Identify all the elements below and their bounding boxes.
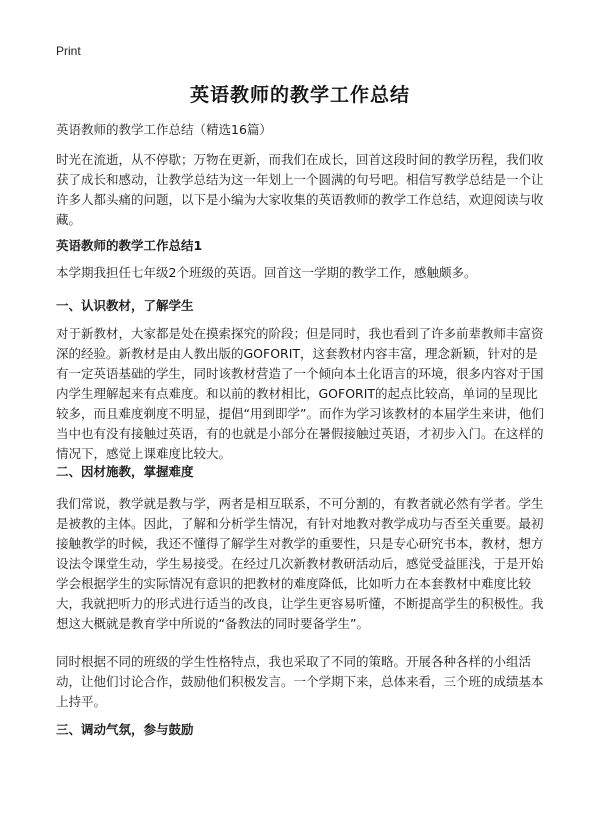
section-2-paragraph-2: 同时根据不同的班级的学生性格特点，我也采取了不同的策略。开展各种各样的小组活动，让他们讨论合作，鼓励他们积极发言。一个学期下来，总体来看，三个班的成绩基本上持平。 [56,654,544,709]
section-2-paragraph-1: 我们常说，教学就是教与学，两者是相互联系，不可分割的，有教者就必然有学者。学生是被教的主体。因此，了解和分析学生情况，有针对地教对教学成功与否至关重要。最初接触教学的时候，我还不懂得了解学生对教学的重要性，只是专心研究书本，教材，想方设法令课堂生动，学生易接受。在经过几次新教材教研活动后，感觉受益匪浅，于是开始学会根据学生的实际情况有意识的把教材的难度降低，比如听力在本套教材中难度比较大，我就把听力的形式进行适当的改良，让学生更容易听懂，不断提高学生的积极性。我想这大概就是教育学中所说的“备教法的同时要备学生”。 [56,496,544,631]
article-heading: 英语教师的教学工作总结1 [56,238,203,253]
intro-paragraph: 时光在流逝，从不停歇；万物在更新，而我们在成长，回首这段时间的教学历程，我们收获了成长和感动，让教学总结为这一年划上一个圆满的句号吧。相信写教学总结是一个让许多人都头痛的问题，以下是小编为大家收集的英语教师的教学工作总结，欢迎阅读与收藏。 [56,152,544,227]
section-heading-2: 二、因材施教，掌握难度 [56,464,194,479]
section-heading-3: 三、调动气氛，参与鼓励 [56,722,194,737]
document-subtitle: 英语教师的教学工作总结（精选16篇） [56,122,272,137]
article-intro-paragraph: 本学期我担任七年级2个班级的英语。回首这一学期的教学工作，感触颇多。 [56,265,477,280]
document-title: 英语教师的教学工作总结 [189,84,410,106]
print-link[interactable]: Print [56,44,81,58]
section-1-paragraph-1: 对于新教材，大家都是处在摸索探究的阶段；但是同时，我也看到了许多前辈教师丰富资深的经验。新教材是由人教出版的GOFORIT，这套教材内容丰富，理念新颖，针对的是有一定英语基础的学生，同时该教材营造了一个倾向本土化语言的环境，很多内容对于国内学生理解起来有点难度。和以前的教材相比，GOFORIT的起点比较高，单词的呈现比较多，而且难度剃度不明显，提倡“用到即学”。而作为学习该教材的本届学生来讲，他们当中也有没有接触过英语，有的也就是小部分在暑假接触过英语，才初步入门。在这样的情况下，感觉上课难度比较大。 [56,326,544,461]
section-heading-1: 一、认识教材，了解学生 [56,298,194,313]
